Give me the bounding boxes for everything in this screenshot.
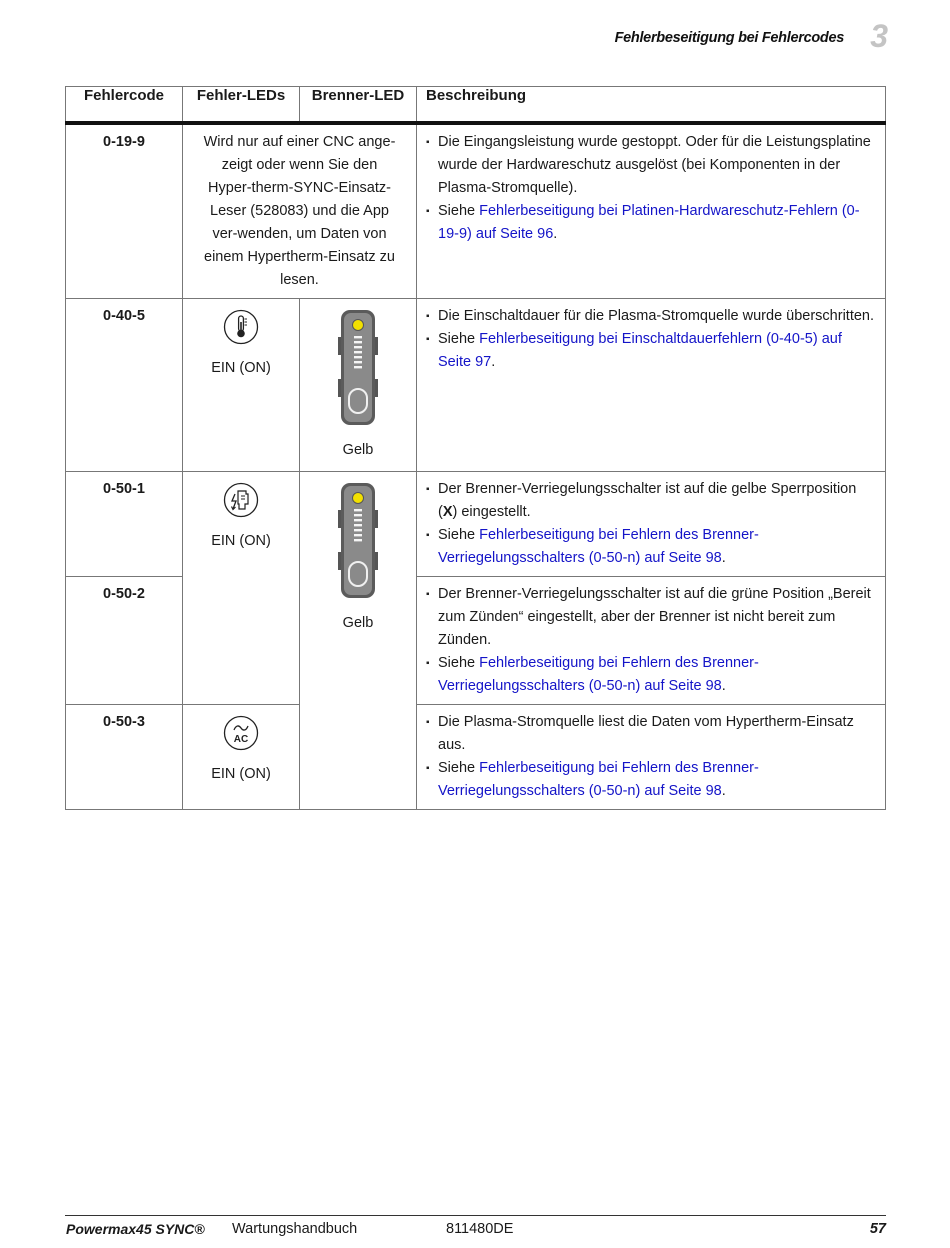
torch-led-color: Gelb — [342, 615, 374, 631]
description-cell — [417, 299, 886, 472]
description-bullet: ▪ Siehe Fehlerbeseitigung bei Einschaltdauerfehlern (0-40-5) auf Seite 97. — [425, 328, 877, 374]
cross-reference-link[interactable]: Fehlerbeseitigung bei Platinen-Hardwareschutz-Fehlern (0-19-9) auf Seite 96 — [438, 203, 860, 242]
ac-label: AC — [233, 734, 249, 745]
fault-led-state: EIN (ON) — [211, 766, 271, 782]
description-cell — [417, 577, 886, 705]
error-code: 0-19-9 — [66, 123, 183, 299]
description-bullet: ▪ Siehe Fehlerbeseitigung bei Fehlern des Brenner-Verriegelungsschalters (0-50-n) auf Seite 98. — [425, 652, 877, 698]
error-code: 0-50-3 — [66, 705, 183, 810]
error-code: 0-50-1 — [66, 472, 183, 577]
col-header-fault-leds: Fehler-LEDs — [183, 87, 300, 124]
error-code-table — [65, 86, 886, 810]
cross-reference-link[interactable]: Fehlerbeseitigung bei Fehlern des Brenner-Verriegelungsschalters (0-50-n) auf Seite 98 — [438, 527, 759, 566]
description-bullet: ▪ Die Plasma-Stromquelle liest die Daten vom Hypertherm-Einsatz aus. — [425, 711, 877, 757]
description-cell — [417, 123, 886, 299]
col-header-torch-led: Brenner-LED — [300, 87, 417, 124]
cross-reference-link[interactable]: Fehlerbeseitigung bei Fehlern des Brenner-Verriegelungsschalters (0-50-n) auf Seite 98 — [438, 760, 759, 799]
col-header-code: Fehlercode — [66, 87, 183, 124]
description-bullet: ▪ Siehe Fehlerbeseitigung bei Fehlern des Brenner-Verriegelungsschalters (0-50-n) auf Seite 98. — [425, 757, 877, 803]
description-bullet: ▪ Der Brenner-Verriegelungsschalter ist auf die grüne Position „Bereit zum Zünden“ eingestellt, aber der Brenner ist nicht bereit zum Zünden. — [425, 583, 877, 652]
footer-product-name: Powermax45 SYNC® — [66, 1221, 205, 1237]
chapter-number: 3 — [870, 18, 888, 54]
description-bullet: ▪ Die Einschaltdauer für die Plasma-Stromquelle wurde überschritten. — [425, 305, 877, 328]
table-row — [66, 299, 886, 472]
cross-reference-link[interactable]: Fehlerbeseitigung bei Fehlern des Brenner-Verriegelungsschalters (0-50-n) auf Seite 98 — [438, 655, 759, 694]
page-number: 57 — [869, 1221, 886, 1237]
fault-led-state: EIN (ON) — [211, 533, 271, 549]
fault-led-cell — [183, 472, 300, 705]
footer-document-id: 811480DE — [446, 1221, 514, 1237]
torch-led-cell — [300, 299, 417, 472]
footer-divider — [65, 1215, 886, 1216]
description-cell — [417, 472, 886, 577]
cross-reference-link[interactable]: Fehlerbeseitigung bei Einschaltdauerfehlern (0-40-5) auf Seite 97 — [438, 331, 842, 370]
col-header-description: Beschreibung — [417, 87, 886, 124]
torch-led-icon — [335, 309, 381, 427]
cnc-only-note: Wird nur auf einer CNC ange-zeigt oder wenn Sie den Hyper-therm-SYNC-Einsatz-Leser (528083) und die App ver-wenden, um Daten von einem Hypertherm-Einsatz zu lesen. — [183, 123, 417, 299]
description-bullet: ▪ Siehe Fehlerbeseitigung bei Fehlern des Brenner-Verriegelungsschalters (0-50-n) auf Seite 98. — [425, 524, 877, 570]
error-code: 0-50-2 — [66, 577, 183, 705]
description-bullet: ▪ Die Eingangsleistung wurde gestoppt. Oder für die Leistungsplatine wurde der Hardwareschutz ausgelöst (bei Komponenten in der Plasma-Stromquelle). — [425, 131, 877, 200]
torch-led-cell — [300, 472, 417, 810]
description-cell — [417, 705, 886, 810]
fault-led-cell — [183, 299, 300, 472]
ac-power-icon — [223, 715, 259, 751]
thermometer-icon — [223, 309, 259, 345]
footer-document-type: Wartungshandbuch — [232, 1221, 358, 1237]
table-row — [66, 705, 886, 810]
description-bullet: ▪ Siehe Fehlerbeseitigung bei Platinen-Hardwareschutz-Fehlern (0-19-9) auf Seite 96. — [425, 200, 877, 246]
description-bullet: ▪ Der Brenner-Verriegelungsschalter ist auf die gelbe Sperrposition (X) eingestellt. — [425, 478, 877, 524]
running-header-title: Fehlerbeseitigung bei Fehlercodes — [614, 30, 844, 46]
table-header-row — [66, 87, 886, 124]
fault-led-cell — [183, 705, 300, 810]
torch-led-color: Gelb — [342, 442, 374, 458]
fault-led-state: EIN (ON) — [211, 360, 271, 376]
table-row — [66, 472, 886, 577]
error-code: 0-40-5 — [66, 299, 183, 472]
torch-led-icon — [335, 482, 381, 600]
torch-cap-icon — [223, 482, 259, 518]
table-row — [66, 123, 886, 299]
